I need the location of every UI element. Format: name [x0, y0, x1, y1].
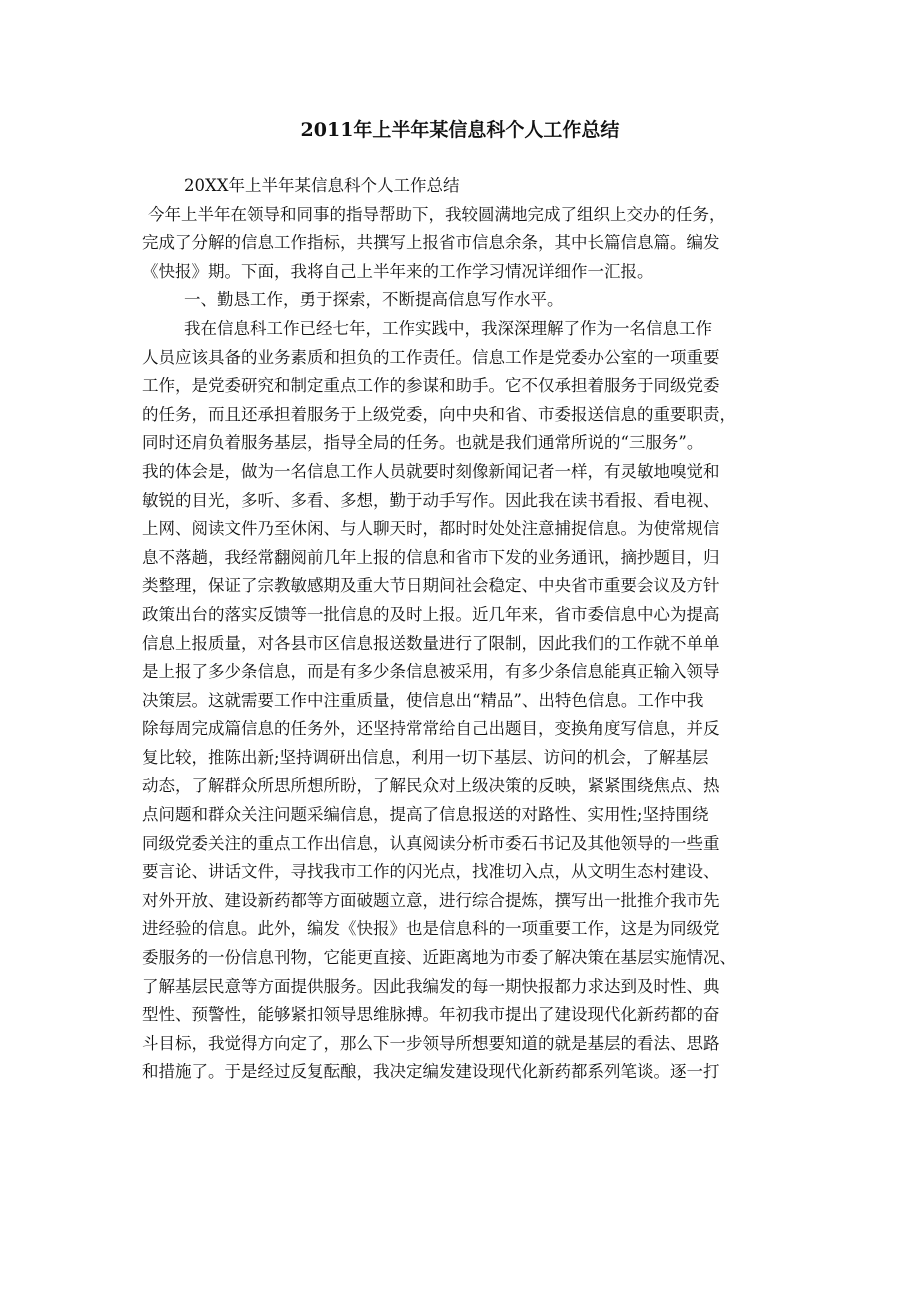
body-text-line: 完成了分解的信息工作指标，共撰写上报省市信息余条，其中长篇信息篇。编发	[142, 233, 720, 253]
body-text-line: 息不落趟，我经常翻阅前几年上报的信息和省市下发的业务通讯，摘抄题目，归	[142, 547, 720, 567]
document-title: 2011年上半年某信息科个人工作总结	[300, 119, 620, 141]
body-text-line: 《快报》期。下面，我将自己上半年来的工作学习情况详细作一汇报。	[142, 261, 654, 281]
body-text-line: 要言论、讲话文件，寻找我市工作的闪光点，找准切入点，从文明生态村建设、	[142, 862, 720, 882]
body-text-line: 决策层。这就需要工作中注重质量，使信息出“精品”、出特色信息。工作中我	[142, 690, 704, 710]
body-text-line: 敏锐的目光，多听、多看、多想，勤于动手写作。因此我在读书看报、看电视、	[142, 490, 720, 510]
body-text-line: 我在信息科工作已经七年，工作实践中，我深深理解了作为一名信息工作	[184, 318, 712, 338]
body-text-line: 复比较，推陈出新;坚持调研出信息，利用一切下基层、访问的机会，了解基层	[142, 747, 709, 767]
body-text-line: 了解基层民意等方面提供服务。因此我编发的每一期快报都力求达到及时性、典	[142, 976, 720, 996]
body-text-line: 人员应该具备的业务素质和担负的工作责任。信息工作是党委办公室的一项重要	[142, 347, 720, 367]
body-text-line: 委服务的一份信息刊物，它能更直接、近距离地为市委了解决策在基层实施情况、	[142, 948, 736, 968]
body-text-line: 的任务，而且还承担着服务于上级党委，向中央和省、市委报送信息的重要职责，	[142, 404, 736, 424]
body-text-line: 型性、预警性，能够紧扣领导思维脉搏。年初我市提出了建设现代化新药都的奋	[142, 1005, 720, 1025]
body-text-line: 上网、阅读文件乃至休闲、与人聊天时，都时时处处注意捕捉信息。为使常规信	[142, 519, 720, 539]
body-text-line: 斗目标，我觉得方向定了，那么下一步领导所想要知道的就是基层的看法、思路	[142, 1033, 720, 1053]
body-text-line: 一、勤恳工作，勇于探索，不断提高信息写作水平。	[184, 290, 564, 310]
body-text-line: 对外开放、建设新药都等方面破题立意，进行综合提炼，撰写出一批推介我市先	[142, 890, 720, 910]
body-text-line: 类整理，保证了宗教敏感期及重大节日期间社会稳定、中央省市重要会议及方针	[142, 576, 720, 596]
body-text-line: 同级党委关注的重点工作出信息，认真阅读分析市委石书记及其他领导的一些重	[142, 833, 720, 853]
body-text-line: 进经验的信息。此外，编发《快报》也是信息科的一项重要工作，这是为同级党	[142, 919, 720, 939]
body-text-line: 政策出台的落实反馈等一批信息的及时上报。近几年来，省市委信息中心为提高	[142, 604, 720, 624]
body-text-line: 信息上报质量，对各县市区信息报送数量进行了限制，因此我们的工作就不单单	[142, 633, 720, 653]
body-text-line: 工作，是党委研究和制定重点工作的参谋和助手。它不仅承担着服务于同级党委	[142, 376, 720, 396]
document-body	[142, 172, 790, 1087]
body-text-line: 同时还肩负着服务基层，指导全局的任务。也就是我们通常所说的“三服务”。	[142, 433, 704, 453]
body-text-line: 除每周完成篇信息的任务外，还坚持常常给自己出题目，变换角度写信息，并反	[142, 719, 720, 739]
body-text-line: 我的体会是，做为一名信息工作人员就要时刻像新闻记者一样，有灵敏地嗅觉和	[142, 461, 720, 481]
body-text-line: 20XX年上半年某信息科个人工作总结	[184, 176, 460, 195]
body-text-line: 和措施了。于是经过反复酝酿，我决定编发建设现代化新药都系列笔谈。逐一打	[142, 1062, 720, 1082]
body-text-line: 今年上半年在领导和同事的指导帮助下，我较圆满地完成了组织上交办的任务，	[148, 204, 726, 224]
body-text-line: 动态，了解群众所思所想所盼，了解民众对上级决策的反映，紧紧围绕焦点、热	[142, 776, 720, 796]
body-text-line: 点问题和群众关注问题采编信息，提高了信息报送的对路性、实用性;坚持围绕	[142, 805, 709, 825]
body-text-line: 是上报了多少条信息，而是有多少条信息被采用，有多少条信息能真正输入领导	[142, 662, 720, 682]
